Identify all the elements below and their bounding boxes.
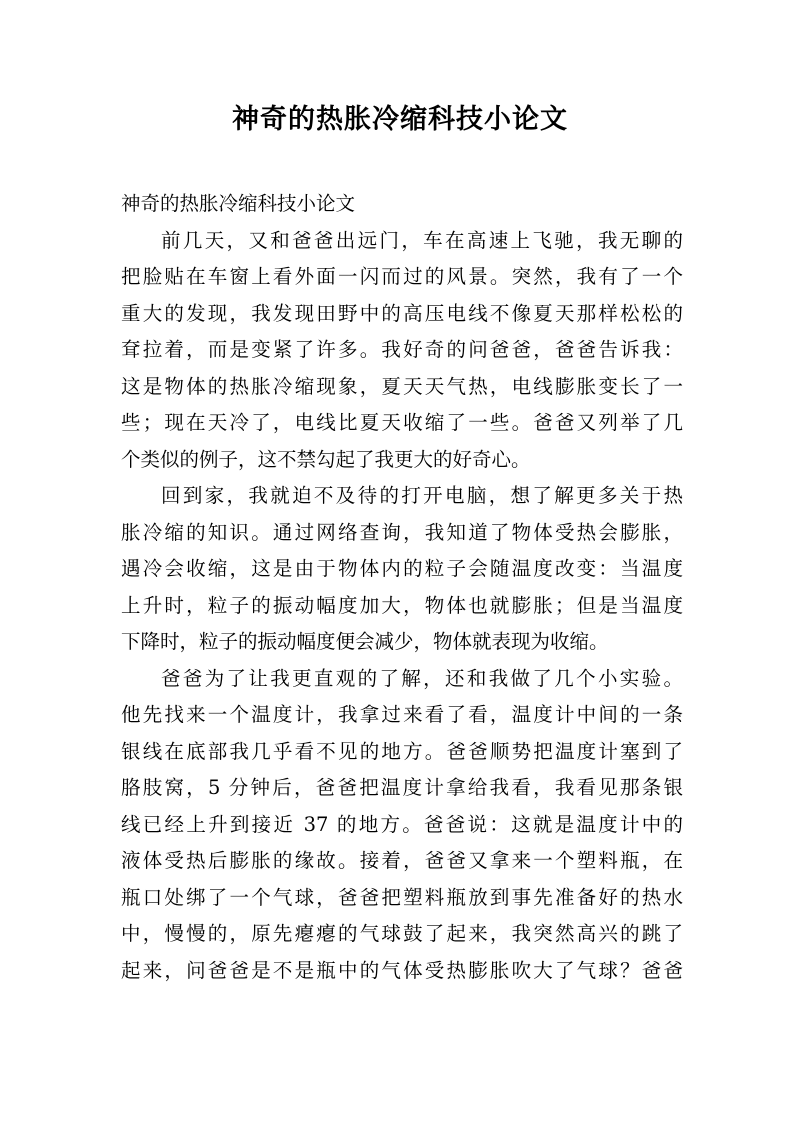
paragraph-1-line-3: 重大的发现，我发现田野中的高压电线不像夏天那样松松的 [121, 301, 683, 325]
paragraph-2-line-5: 下降时，粒子的振动幅度便会减少，物体就表现为收缩。 [121, 630, 609, 653]
paragraph-3-line-8: 中，慢慢的，原先瘪瘪的气球鼓了起来，我突然高兴的跳了 [121, 922, 683, 945]
paragraph-1-line-2: 把脸贴在车窗上看外面一闪而过的风景。突然，我有了一个 [121, 265, 683, 288]
paragraph-3-line-2: 他先找来一个温度计，我拿过来看了看，温度计中间的一条 [121, 703, 683, 726]
paragraph-3-line-5: 线已经上升到接近 37 的地方。爸爸说：这就是温度计中的 [121, 812, 683, 836]
paragraph-3-line-9: 起来，问爸爸是不是瓶中的气体受热膨胀吹大了气球？爸爸 [121, 958, 683, 982]
paragraph-3-line-7: 瓶口处绑了一个气球，爸爸把塑料瓶放到事先准备好的热水 [121, 885, 683, 909]
paragraph-1-line-5: 这是物体的热胀冷缩现象，夏天天气热，电线膨胀变长了一 [121, 374, 683, 398]
document-body [121, 186, 683, 989]
paragraph-1-line-6: 些；现在天冷了，电线比夏天收缩了一些。爸爸又列举了几 [121, 411, 683, 434]
body-subtitle-line: 神奇的热胀冷缩科技小论文 [121, 192, 356, 215]
paragraph-2-line-2: 胀冷缩的知识。通过网络查询，我知道了物体受热会膨胀， [121, 520, 683, 544]
paragraph-3-line-3: 银线在底部我几乎看不见的地方。爸爸顺势把温度计塞到了 [121, 739, 683, 763]
paragraph-1-line-1: 前几天，又和爸爸出远门，车在高速上飞驰，我无聊的 [161, 228, 683, 252]
paragraph-3-line-4: 胳肢窝，5 分钟后，爸爸把温度计拿给我看，我看见那条银 [121, 776, 683, 799]
document-title: 神奇的热胀冷缩科技小论文 [232, 104, 568, 135]
paragraph-3-line-1: 爸爸为了让我更直观的了解，还和我做了几个小实验。 [161, 666, 683, 690]
paragraph-2-line-1: 回到家，我就迫不及待的打开电脑，想了解更多关于热 [161, 484, 683, 507]
paragraph-1-line-7: 个类似的例子，这不禁勾起了我更大的好奇心。 [121, 447, 531, 471]
paragraph-2-line-3: 遇冷会收缩，这是由于物体内的粒子会随温度改变：当温度 [121, 557, 683, 580]
paragraph-2-line-4: 上升时，粒子的振动幅度加大，物体也就膨胀；但是当温度 [121, 593, 683, 617]
paragraph-1-line-4: 耷拉着，而是变紧了许多。我好奇的问爸爸，爸爸告诉我： [121, 338, 683, 361]
paragraph-3-line-6: 液体受热后膨胀的缘故。接着，爸爸又拿来一个塑料瓶，在 [121, 849, 683, 872]
